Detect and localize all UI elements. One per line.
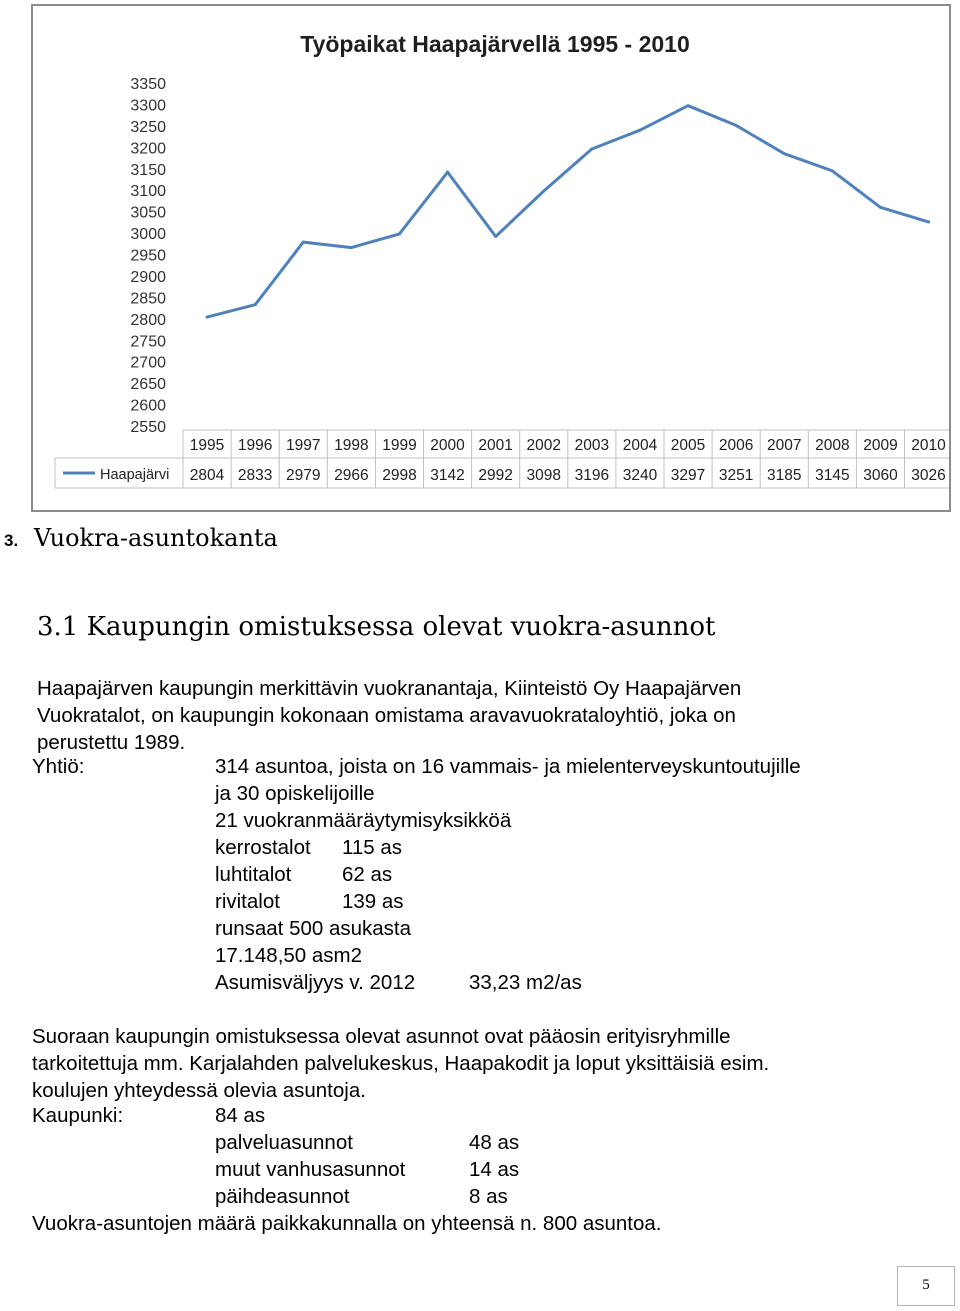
intro-line-2: Vuokratalot, on kaupungin kokonaan omistama aravavuokrataloyhtiö, joka on <box>37 704 736 727</box>
data-point <box>735 124 738 127</box>
y-tick-label: 2700 <box>130 354 166 372</box>
data-point <box>638 129 641 132</box>
data-point <box>783 152 786 155</box>
data-label: 3196 <box>574 467 610 484</box>
intro-line-1: Haapajärven kaupungin merkittävin vuokranantaja, Kiinteistö Oy Haapajärven <box>37 677 742 700</box>
intro-line-3: perustettu 1989. <box>37 731 186 754</box>
floor-area: 17.148,50 asm2 <box>215 944 363 967</box>
luhtitalot-label: luhtitalot <box>215 863 292 886</box>
kerrostalot-label: kerrostalot <box>215 836 311 859</box>
data-label: 2966 <box>334 467 369 484</box>
y-tick-label: 3350 <box>130 76 166 93</box>
x-tick-label: 2000 <box>430 437 465 454</box>
x-tick-label: 2009 <box>863 437 898 454</box>
y-tick-label: 3100 <box>130 183 166 201</box>
elderly-housing-value: 14 as <box>469 1158 520 1181</box>
x-tick-label: 2010 <box>911 437 946 454</box>
company-line-2: ja 30 opiskelijoille <box>215 782 375 805</box>
paragraph2-line-3: koulujen yhteydessä olevia asuntoja. <box>32 1079 366 1102</box>
x-tick-label: 2007 <box>767 437 802 454</box>
series-layer <box>206 104 931 318</box>
data-point <box>302 241 305 244</box>
y-tick-label: 2600 <box>130 397 166 415</box>
y-tick-label: 3050 <box>130 204 166 222</box>
substance-housing-value: 8 as <box>469 1185 508 1208</box>
y-tick-label: 2950 <box>130 247 166 265</box>
x-tick-label: 2001 <box>478 437 513 454</box>
data-label: 2998 <box>382 467 417 484</box>
data-label: 3098 <box>526 467 561 484</box>
rivitalot-label: rivitalot <box>215 890 280 913</box>
data-point <box>350 246 353 249</box>
y-tick-label: 2550 <box>130 419 166 436</box>
data-point <box>590 148 593 151</box>
city-total: 84 as <box>215 1104 266 1127</box>
data-point <box>398 232 401 235</box>
data-label: 3240 <box>622 467 658 484</box>
y-tick-label: 3200 <box>130 140 166 158</box>
chart-title: Työpaikat Haapajärvellä 1995 - 2010 <box>300 31 690 57</box>
x-tick-label: 1999 <box>382 437 417 454</box>
service-housing-value: 48 as <box>469 1131 520 1154</box>
x-tick-label: 1998 <box>334 437 369 454</box>
data-point <box>831 169 834 172</box>
page-number-box <box>897 1266 955 1306</box>
data-point <box>687 104 690 107</box>
x-tick-label: 2005 <box>670 437 706 454</box>
x-tick-label: 1995 <box>189 437 225 454</box>
company-line-3: 21 vuokranmääräytymisyksikköä <box>215 809 512 832</box>
data-label: 3251 <box>718 467 754 484</box>
data-label: 3297 <box>670 467 706 484</box>
y-tick-label: 2650 <box>130 376 166 394</box>
kerrostalot-value: 115 as <box>342 836 403 859</box>
y-tick-label: 2850 <box>130 290 166 308</box>
line-chart <box>33 6 949 510</box>
data-point <box>879 206 882 209</box>
summary: Vuokra-asuntojen määrä paikkakunnalla on yhteensä n. 800 asuntoa. <box>32 1212 662 1235</box>
company-label: Yhtiö: <box>32 755 85 778</box>
y-axis-ticks <box>130 76 166 436</box>
density-value: 33,23 m2/as <box>469 971 582 994</box>
data-label: 3060 <box>863 467 898 484</box>
legend-label: Haapajärvi <box>100 467 170 483</box>
paragraph2-line-1: Suoraan kaupungin omistuksessa olevat asunnot ovat pääosin erityisryhmille <box>32 1025 731 1048</box>
y-tick-label: 3250 <box>130 118 166 136</box>
city-label: Kaupunki: <box>32 1104 124 1127</box>
page-number: 5 <box>922 1277 930 1293</box>
y-tick-label: 3000 <box>130 226 166 244</box>
y-tick-label: 2800 <box>130 311 166 329</box>
x-tick-label: 2006 <box>718 437 754 454</box>
y-tick-label: 3150 <box>130 161 166 179</box>
rivitalot-value: 139 as <box>342 890 404 913</box>
data-label: 2833 <box>237 467 273 484</box>
x-tick-label: 1996 <box>237 437 273 454</box>
paragraph2-line-2: tarkoitettuja mm. Karjalahden palvelukeskus, Haapakodit ja loput yksittäisiä esim. <box>32 1052 770 1075</box>
x-tick-label: 2003 <box>574 437 610 454</box>
luhtitalot-value: 62 as <box>342 863 393 886</box>
x-tick-label: 1997 <box>286 437 321 454</box>
data-label: 2979 <box>286 467 321 484</box>
data-label: 2804 <box>189 467 225 484</box>
data-point <box>254 303 257 306</box>
section-heading <box>4 524 278 552</box>
subsection-heading: 3.1 Kaupungin omistuksessa olevat vuokra-asunnot <box>37 612 716 642</box>
chart-frame <box>31 4 951 512</box>
elderly-housing-label: muut vanhusasunnot <box>215 1158 406 1181</box>
data-point <box>494 235 497 238</box>
data-label: 3142 <box>430 467 465 484</box>
substance-housing-label: päihdeasunnot <box>215 1185 350 1208</box>
data-point <box>542 190 545 193</box>
x-tick-label: 2008 <box>815 437 850 454</box>
data-label: 2992 <box>478 467 513 484</box>
company-line-1: 314 asuntoa, joista on 16 vammais- ja mielenterveyskuntoutujille <box>215 755 801 778</box>
density-label: Asumisväljyys v. 2012 <box>215 971 416 994</box>
data-label: 3026 <box>911 467 946 484</box>
section-number: 3. <box>4 531 19 550</box>
x-tick-label: 2002 <box>526 437 561 454</box>
data-label: 3145 <box>815 467 850 484</box>
data-point <box>927 220 930 223</box>
residents: runsaat 500 asukasta <box>215 917 412 940</box>
data-point <box>206 316 209 319</box>
data-table <box>55 430 949 488</box>
section-title: Vuokra-asuntokanta <box>33 524 278 552</box>
series-line <box>207 106 928 317</box>
y-tick-label: 2750 <box>130 333 166 351</box>
data-label: 3185 <box>767 467 802 484</box>
data-point <box>446 171 449 174</box>
x-tick-label: 2004 <box>622 437 658 454</box>
y-tick-label: 2900 <box>130 268 166 286</box>
y-tick-label: 3300 <box>130 97 166 115</box>
service-housing-label: palveluasunnot <box>215 1131 353 1154</box>
